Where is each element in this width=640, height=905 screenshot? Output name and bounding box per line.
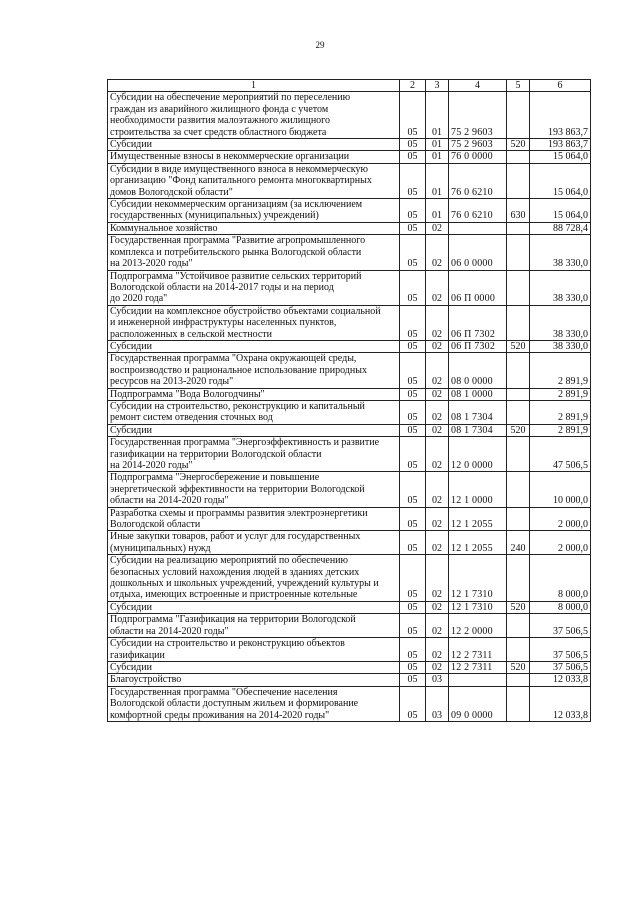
row-description-text: Субсидии: [110, 661, 152, 673]
row-section: 05: [400, 437, 426, 472]
table-row: [108, 472, 591, 507]
table-row: [108, 638, 591, 662]
row-subsection: 02: [426, 614, 449, 638]
row-expense-type: [507, 614, 530, 638]
row-description-text: Подпрограмма "Вода Вологодчины": [110, 388, 265, 400]
table-row: [108, 163, 591, 198]
row-section: 05: [400, 686, 426, 721]
row-description-text: Государственная программа "Охрана окружающей среды, воспроизводство и рациональное использование природных ресурсов на 2013-2020 годы": [110, 353, 367, 388]
row-target-article: 75 2 9603: [449, 139, 507, 151]
row-section: 05: [400, 199, 426, 223]
table-row: [108, 388, 591, 400]
table-row: [108, 507, 591, 531]
row-section: 05: [400, 388, 426, 400]
row-amount: 12 033,8: [530, 686, 591, 721]
row-target-article: 12 1 2055: [449, 507, 507, 531]
row-expense-type: 630: [507, 199, 530, 223]
row-target-article: [449, 222, 507, 234]
row-description: [108, 163, 400, 198]
row-amount: 12 033,8: [530, 674, 591, 686]
row-section: 05: [400, 139, 426, 151]
row-subsection: 02: [426, 400, 449, 424]
row-description-text: Субсидии: [110, 601, 152, 613]
row-target-article: 12 1 0000: [449, 472, 507, 507]
row-description-text: Субсидии на строительство и реконструкцию объектов газификации: [110, 638, 345, 661]
row-amount: 193 863,7: [530, 139, 591, 151]
row-expense-type: [507, 92, 530, 139]
column-header-4: 4: [449, 80, 507, 92]
row-description-text: Субсидии на комплексное обустройство объектами социальной и инженерной инфраструктуры населенных пунктов, расположенных в сельской местности: [110, 305, 381, 340]
row-description: [108, 151, 400, 163]
row-subsection: 02: [426, 437, 449, 472]
row-description-text: Подпрограмма "Устойчивое развитие сельских территорий Вологодской области на 2014-2017 годы и на период до 2020 года": [110, 270, 362, 305]
row-description: [108, 305, 400, 340]
table-row: [108, 661, 591, 673]
row-subsection: 02: [426, 507, 449, 531]
row-section: 05: [400, 531, 426, 555]
row-expense-type: 240: [507, 531, 530, 555]
row-description: [108, 686, 400, 721]
row-expense-type: [507, 163, 530, 198]
table-header: [108, 80, 591, 92]
row-subsection: 01: [426, 92, 449, 139]
row-description: [108, 614, 400, 638]
row-amount: 37 506,5: [530, 661, 591, 673]
row-description-text: Иные закупки товаров, работ и услуг для государственных (муниципальных) нужд: [110, 531, 361, 554]
column-header-3: 3: [426, 80, 449, 92]
row-subsection: 01: [426, 139, 449, 151]
row-section: 05: [400, 400, 426, 424]
row-target-article: 09 0 0000: [449, 686, 507, 721]
row-expense-type: [507, 674, 530, 686]
row-section: 05: [400, 507, 426, 531]
page-number: 29: [315, 40, 325, 50]
row-description-text: Коммунальное хозяйство: [110, 222, 218, 234]
row-description: [108, 531, 400, 555]
row-amount: 2 891,9: [530, 353, 591, 388]
row-section: 05: [400, 674, 426, 686]
row-expense-type: [507, 388, 530, 400]
row-target-article: [449, 674, 507, 686]
row-section: 05: [400, 92, 426, 139]
row-target-article: 12 2 7311: [449, 661, 507, 673]
header-row: [108, 80, 591, 92]
table-row: [108, 270, 591, 305]
row-subsection: 02: [426, 472, 449, 507]
row-description: [108, 400, 400, 424]
row-subsection: 02: [426, 270, 449, 305]
row-amount: 88 728,4: [530, 222, 591, 234]
row-description-text: Субсидии на обеспечение мероприятий по переселению граждан из аварийного жилищного фонда с учетом необходимости развития малоэтажного жилищного строительства за счет средств областного бюджета: [110, 92, 351, 138]
row-amount: 8 000,0: [530, 601, 591, 613]
table-row: [108, 151, 591, 163]
row-description: [108, 222, 400, 234]
row-description: [108, 555, 400, 602]
row-target-article: 06 0 0000: [449, 235, 507, 270]
row-section: 05: [400, 638, 426, 662]
row-description-text: Субсидии: [110, 139, 152, 151]
row-subsection: 02: [426, 638, 449, 662]
row-section: 05: [400, 270, 426, 305]
row-target-article: 08 1 7304: [449, 400, 507, 424]
row-amount: 15 064,0: [530, 163, 591, 198]
row-description: [108, 638, 400, 662]
row-target-article: 08 1 7304: [449, 424, 507, 436]
row-description: [108, 674, 400, 686]
row-target-article: 76 0 0000: [449, 151, 507, 163]
row-amount: 2 891,9: [530, 400, 591, 424]
row-target-article: 12 1 2055: [449, 531, 507, 555]
row-expense-type: [507, 555, 530, 602]
row-subsection: 02: [426, 601, 449, 613]
row-expense-type: [507, 353, 530, 388]
row-subsection: 02: [426, 305, 449, 340]
row-subsection: 02: [426, 222, 449, 234]
row-section: 05: [400, 163, 426, 198]
row-target-article: 12 2 0000: [449, 614, 507, 638]
row-expense-type: [507, 305, 530, 340]
row-section: 05: [400, 305, 426, 340]
column-header-1: 1: [108, 80, 400, 92]
row-target-article: 08 0 0000: [449, 353, 507, 388]
row-subsection: 01: [426, 199, 449, 223]
row-amount: 2 891,9: [530, 424, 591, 436]
row-target-article: 12 0 0000: [449, 437, 507, 472]
row-description: [108, 507, 400, 531]
table-row: [108, 199, 591, 223]
row-amount: 37 506,5: [530, 614, 591, 638]
row-description: [108, 199, 400, 223]
row-description-text: Подпрограмма "Энергосбережение и повышение энергетической эффективности на территории Вологодской области на 2014-2020 годы": [110, 472, 365, 507]
row-description: [108, 139, 400, 151]
row-section: 05: [400, 614, 426, 638]
row-expense-type: 520: [507, 601, 530, 613]
table-row: [108, 531, 591, 555]
row-amount: 38 330,0: [530, 270, 591, 305]
row-description: [108, 92, 400, 139]
table-row: [108, 614, 591, 638]
row-section: 05: [400, 555, 426, 602]
row-description: [108, 235, 400, 270]
row-section: 05: [400, 151, 426, 163]
row-description-text: Субсидии на реализацию мероприятий по обеспечению безопасных условий нахождения людей в зданиях детских дошкольных и школьных учреждений, учреждений культуры и отдыха, имеющих встроенные и пристроенные котельные: [110, 555, 379, 601]
row-subsection: 02: [426, 661, 449, 673]
row-description: [108, 472, 400, 507]
row-expense-type: [507, 235, 530, 270]
budget-table: [107, 79, 591, 722]
table-row: [108, 686, 591, 721]
table-row: [108, 601, 591, 613]
row-subsection: 01: [426, 151, 449, 163]
row-expense-type: [507, 400, 530, 424]
row-amount: 38 330,0: [530, 235, 591, 270]
table-row: [108, 340, 591, 352]
row-description-text: Субсидии в виде имущественного взноса в некоммерческую организацию "Фонд капитального ремонта многоквартирных домов Вологодской области": [110, 163, 372, 198]
row-amount: 10 000,0: [530, 472, 591, 507]
row-expense-type: [507, 686, 530, 721]
row-amount: 2 000,0: [530, 531, 591, 555]
row-amount: 37 506,5: [530, 638, 591, 662]
row-target-article: 06 П 7302: [449, 340, 507, 352]
row-description-text: Имущественные взносы в некоммерческие организации: [110, 151, 350, 163]
row-target-article: 76 0 6210: [449, 163, 507, 198]
row-target-article: 06 П 0000: [449, 270, 507, 305]
row-subsection: 02: [426, 555, 449, 602]
table-row: [108, 674, 591, 686]
column-header-2: 2: [400, 80, 426, 92]
row-section: 05: [400, 661, 426, 673]
row-subsection: 02: [426, 353, 449, 388]
column-header-6: 6: [530, 80, 591, 92]
row-subsection: 01: [426, 163, 449, 198]
row-amount: 38 330,0: [530, 340, 591, 352]
row-description: [108, 601, 400, 613]
row-amount: 2 891,9: [530, 388, 591, 400]
row-target-article: 12 2 7311: [449, 638, 507, 662]
table-row: [108, 305, 591, 340]
table-row: [108, 139, 591, 151]
row-description-text: Государственная программа "Обеспечение населения Вологодской области доступным жильем и формирование комфортной среды проживания на 2014-2020 годы": [110, 686, 359, 721]
row-amount: 47 506,5: [530, 437, 591, 472]
row-description-text: Субсидии некоммерческим организациям (за исключением государственных (муниципальных) учреждений): [110, 199, 363, 222]
row-description-text: Благоустройство: [110, 674, 182, 686]
row-section: 05: [400, 340, 426, 352]
row-section: 05: [400, 424, 426, 436]
table-row: [108, 235, 591, 270]
row-description: [108, 353, 400, 388]
row-expense-type: 520: [507, 340, 530, 352]
table-row: [108, 92, 591, 139]
row-description: [108, 340, 400, 352]
row-expense-type: [507, 222, 530, 234]
row-expense-type: [507, 151, 530, 163]
row-amount: 2 000,0: [530, 507, 591, 531]
row-description: [108, 424, 400, 436]
row-description: [108, 388, 400, 400]
row-target-article: 12 1 7310: [449, 555, 507, 602]
table-row: [108, 353, 591, 388]
row-amount: 8 000,0: [530, 555, 591, 602]
table-row: [108, 555, 591, 602]
row-section: 05: [400, 601, 426, 613]
row-subsection: 02: [426, 388, 449, 400]
table-body: [108, 92, 591, 722]
row-description-text: Субсидии: [110, 340, 152, 352]
row-subsection: 03: [426, 686, 449, 721]
row-amount: 15 064,0: [530, 199, 591, 223]
row-description-text: Государственная программа "Развитие агропромышленного комплекса и потребительского рынка Вологодской области на 2013-2020 годы": [110, 235, 366, 270]
row-target-article: 75 2 9603: [449, 92, 507, 139]
row-expense-type: 520: [507, 424, 530, 436]
row-subsection: 02: [426, 424, 449, 436]
row-subsection: 02: [426, 531, 449, 555]
row-description-text: Субсидии на строительство, реконструкцию и капитальный ремонт систем отведения сточных вод: [110, 400, 365, 424]
row-subsection: 03: [426, 674, 449, 686]
row-target-article: 76 0 6210: [449, 199, 507, 223]
table-row: [108, 437, 591, 472]
row-section: 05: [400, 235, 426, 270]
row-expense-type: 520: [507, 139, 530, 151]
row-expense-type: [507, 507, 530, 531]
row-expense-type: [507, 638, 530, 662]
row-expense-type: [507, 437, 530, 472]
table-row: [108, 222, 591, 234]
row-expense-type: 520: [507, 661, 530, 673]
row-target-article: 06 П 7302: [449, 305, 507, 340]
table-row: [108, 400, 591, 424]
row-amount: 38 330,0: [530, 305, 591, 340]
row-description: [108, 437, 400, 472]
column-header-5: 5: [507, 80, 530, 92]
row-description-text: Государственная программа "Энергоэффективность и развитие газификации на территории Вологодской области на 2014-2020 годы": [110, 437, 380, 471]
table-row: [108, 424, 591, 436]
row-expense-type: [507, 270, 530, 305]
row-description-text: Субсидии: [110, 424, 152, 436]
row-description: [108, 661, 400, 673]
row-description: [108, 270, 400, 305]
row-expense-type: [507, 472, 530, 507]
row-target-article: 08 1 0000: [449, 388, 507, 400]
row-target-article: 12 1 7310: [449, 601, 507, 613]
row-section: 05: [400, 222, 426, 234]
row-section: 05: [400, 353, 426, 388]
row-description-text: Разработка схемы и программы развития электроэнергетики Вологодской области: [110, 507, 368, 531]
row-description-text: Подпрограмма "Газификация на территории Вологодской области на 2014-2020 годы": [110, 614, 356, 637]
row-subsection: 02: [426, 340, 449, 352]
row-subsection: 02: [426, 235, 449, 270]
row-amount: 15 064,0: [530, 151, 591, 163]
row-section: 05: [400, 472, 426, 507]
row-amount: 193 863,7: [530, 92, 591, 139]
